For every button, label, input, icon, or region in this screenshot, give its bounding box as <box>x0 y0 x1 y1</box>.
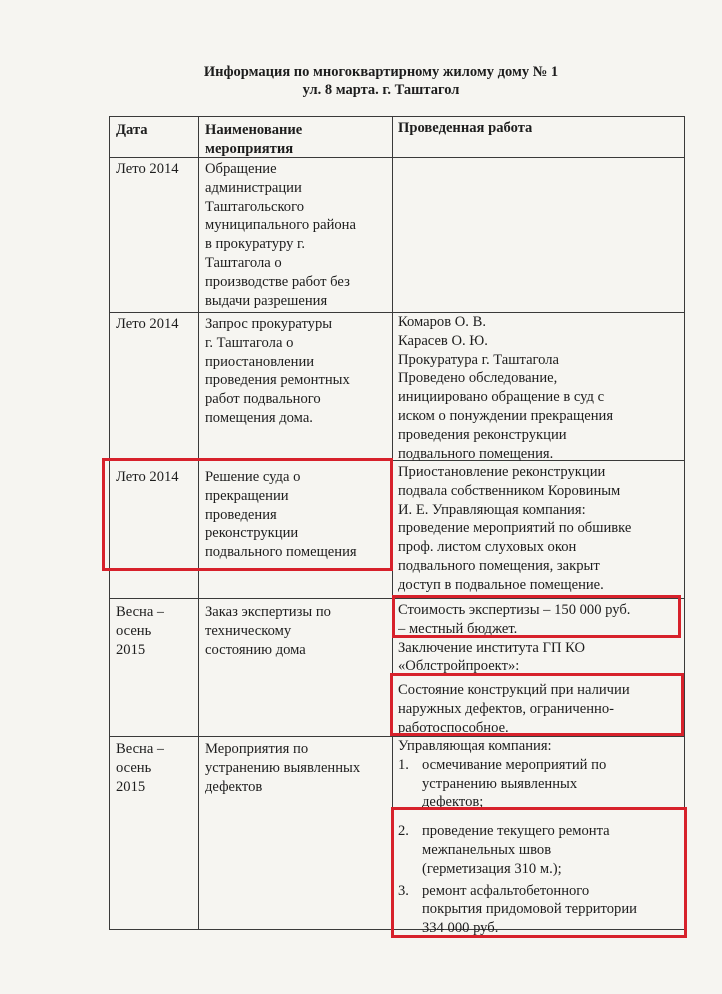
header-name-line: мероприятия <box>205 140 294 157</box>
work-line: проведения реконструкции <box>398 426 567 443</box>
name-line: Таштагола о <box>205 254 282 271</box>
date-line: Лето 2014 <box>116 469 179 485</box>
work-line: работоспособное. <box>398 719 509 736</box>
list-text: 334 000 руб. <box>422 920 499 937</box>
date-line: 2015 <box>116 778 146 795</box>
name-line: администрации <box>205 179 302 196</box>
list-number: 3. <box>398 882 409 899</box>
row1-name <box>205 160 390 310</box>
row3-work <box>398 463 682 597</box>
name-line: Мероприятия по <box>205 741 309 757</box>
work-line: проведение мероприятий по обшивке <box>398 520 632 537</box>
list-text: проведение текущего ремонта <box>422 823 610 840</box>
name-line: работ подвального <box>205 391 321 408</box>
row4-name <box>205 603 390 659</box>
work-line: И. Е. Управляющая компания: <box>398 501 586 518</box>
row5-date <box>116 740 164 796</box>
name-line: проведения ремонтных <box>205 372 350 389</box>
highlight-court-decision <box>102 458 393 571</box>
list-text: (герметизация 310 м.); <box>422 860 562 877</box>
date-line: Лето 2014 <box>116 316 179 332</box>
work-line: Проведено обследование, <box>398 370 558 387</box>
highlight-structure-condition <box>390 673 684 736</box>
list-item <box>398 756 680 812</box>
work-line: Стоимость экспертизы – 150 000 руб. <box>398 602 631 618</box>
name-line: Решение суда о <box>205 469 301 485</box>
name-line: реконструкции <box>205 525 299 542</box>
work-line: иском о понуждении прекращения <box>398 407 614 424</box>
work-line: проф. листом слуховых окон <box>398 539 577 556</box>
list-number: 1. <box>398 756 409 773</box>
name-line: прекращении <box>205 487 289 504</box>
name-line: помещения дома. <box>205 409 313 426</box>
date-line: осень <box>116 759 152 776</box>
header-date: Дата <box>116 122 148 138</box>
header-name <box>205 121 302 159</box>
row2-date <box>116 315 179 334</box>
row2-work <box>398 313 682 463</box>
work-line: подвального помещения, закрыт <box>398 557 600 574</box>
date-line: 2015 <box>116 641 146 658</box>
name-line: дефектов <box>205 778 263 795</box>
work-intro: Управляющая компания: <box>398 738 552 754</box>
list-number: 2. <box>398 823 409 840</box>
name-line: техническому <box>205 622 292 639</box>
work-line: наружных дефектов, ограниченно- <box>398 700 614 717</box>
date-line: Лето 2014 <box>116 161 179 177</box>
name-line: в прокуратуру г. <box>205 236 306 253</box>
work-line: «Облстройпроект»: <box>398 658 520 675</box>
row1-date <box>116 160 179 179</box>
name-line: муниципального района <box>205 217 356 234</box>
work-line: Заключение института ГП КО <box>398 639 586 656</box>
work-line: – местный бюджет. <box>398 620 518 637</box>
row5-name <box>205 740 390 796</box>
list-text: дефектов; <box>422 794 484 811</box>
name-line: подвального помещения <box>205 544 357 561</box>
work-line: Состояние конструкций при наличии <box>398 682 630 699</box>
work-line: Прокуратура г. Таштагола <box>398 351 560 368</box>
name-line: г. Таштагола о <box>205 334 294 351</box>
header-name-line: Наименование <box>205 122 303 138</box>
document-subtitle: ул. 8 марта. г. Таштагол <box>302 82 460 98</box>
name-line: Запрос прокуратуры <box>205 316 333 332</box>
row4-date <box>116 603 164 659</box>
name-line: устранению выявленных <box>205 759 361 776</box>
name-line: Заказ экспертизы по <box>205 604 331 620</box>
list-text: покрытия придомовой территории <box>422 901 637 918</box>
highlight-expertise-cost <box>392 595 681 638</box>
list-text: осмечивание мероприятий по <box>422 756 607 773</box>
work-line: Карасев О. Ю. <box>398 332 488 349</box>
document-title: Информация по многоквартирному жилому дому № 1 <box>203 64 559 80</box>
row2-name <box>205 315 390 428</box>
date-line: Весна – <box>116 604 165 620</box>
name-line: Таштагольского <box>205 198 305 215</box>
name-line: приостановлении <box>205 353 315 370</box>
work-line: Комаров О. В. <box>398 314 486 330</box>
work-line: доступ в подвальное помещение. <box>398 576 604 593</box>
name-line: Обращение <box>205 161 277 177</box>
name-line: проведения <box>205 506 277 523</box>
date-line: осень <box>116 622 152 639</box>
list-text: межпанельных швов <box>422 841 552 858</box>
name-line: производстве работ без <box>205 273 350 290</box>
list-text: устранению выявленных <box>422 775 578 792</box>
work-line: инициировано обращение в суд с <box>398 389 605 406</box>
work-line: подвала собственником Коровиным <box>398 482 621 499</box>
date-line: Весна – <box>116 741 165 757</box>
work-line: подвального помещения. <box>398 445 554 462</box>
header-work: Проведенная работа <box>398 120 533 136</box>
list-line <box>422 756 680 775</box>
name-line: выдачи разрешения <box>205 292 328 309</box>
name-line: состоянию дома <box>205 641 306 658</box>
list-text: ремонт асфальтобетонного <box>422 882 590 899</box>
work-line: Приостановление реконструкции <box>398 464 606 480</box>
highlight-repair-items <box>391 807 687 938</box>
